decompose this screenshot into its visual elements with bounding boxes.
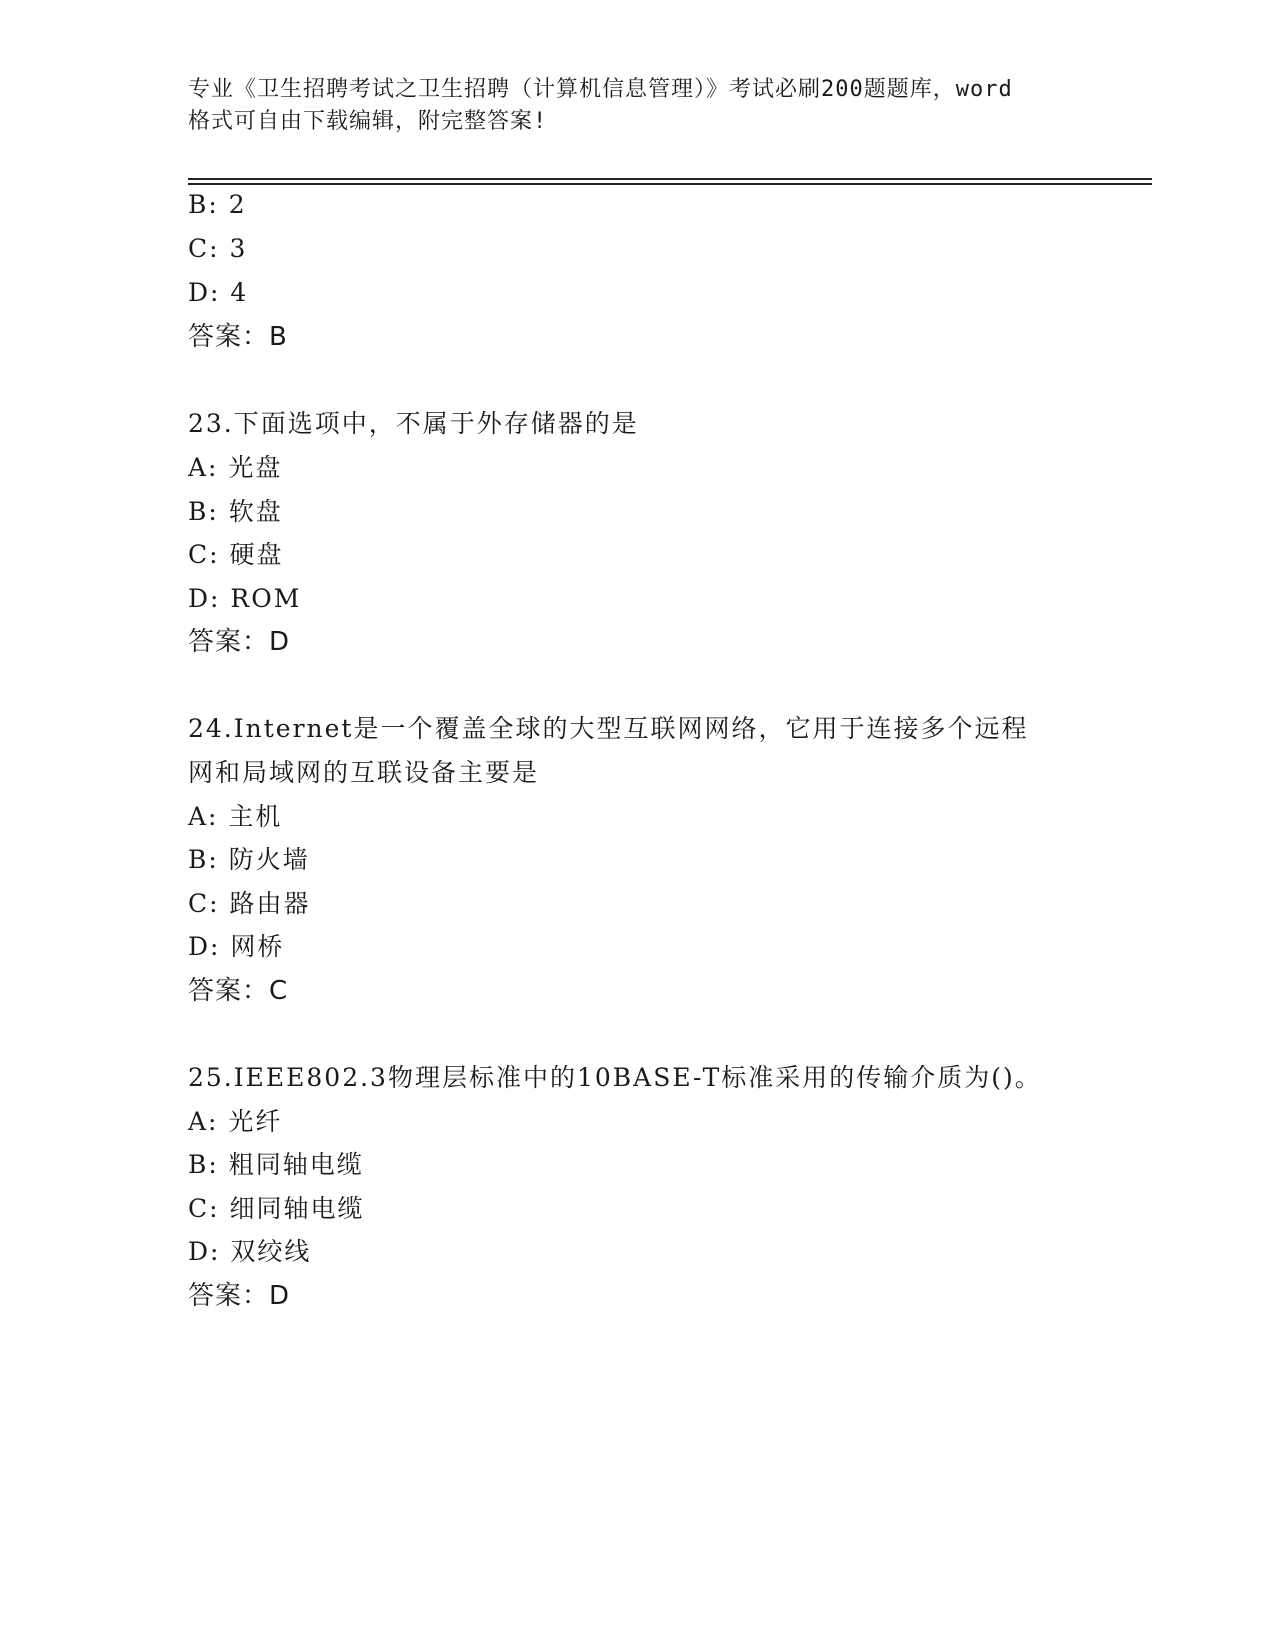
header-line-2: 格式可自由下载编辑，附完整答案! — [188, 109, 548, 134]
q25-option-a: A: 光纤 — [188, 1107, 283, 1136]
q24-option-b: B: 防火墙 — [188, 845, 310, 874]
q25-option-c: C: 细同轴电缆 — [188, 1194, 365, 1223]
q25-answer: 答案：D — [188, 1281, 291, 1311]
prev-answer: 答案：B — [188, 322, 288, 352]
q23-option-d: D: ROM — [188, 584, 302, 613]
q24-option-c: C: 路由器 — [188, 889, 311, 918]
header-divider-bottom — [188, 183, 1152, 185]
q25-question: 25.IEEE802.3物理层标准中的10BASE-T标准采用的传输介质为()。 — [188, 1063, 1042, 1092]
q23-option-a: A: 光盘 — [188, 453, 283, 482]
q24-question-line-1: 24.Internet是一个覆盖全球的大型互联网网络，它用于连接多个远程 — [188, 714, 1029, 743]
q24-question-line-2: 网和局域网的互联设备主要是 — [188, 758, 540, 787]
q25-option-d: D: 双绞线 — [188, 1237, 312, 1266]
q23-question: 23.下面选项中，不属于外存储器的是 — [188, 409, 639, 438]
q24-option-d: D: 网桥 — [188, 932, 285, 961]
q23-option-b: B: 软盘 — [188, 497, 283, 526]
q23-option-c: C: 硬盘 — [188, 540, 284, 569]
prev-option-b: B: 2 — [188, 190, 247, 219]
header-line-1: 专业《卫生招聘考试之卫生招聘（计算机信息管理）》考试必刷200题题库，word — [188, 77, 1013, 102]
document-header — [188, 74, 1088, 138]
q25-option-b: B: 粗同轴电缆 — [188, 1150, 364, 1179]
header-divider-top — [188, 178, 1152, 180]
q23-answer: 答案：D — [188, 627, 291, 657]
q24-option-a: A: 主机 — [188, 802, 283, 831]
q24-answer: 答案：C — [188, 976, 289, 1006]
prev-option-d: D: 4 — [188, 278, 249, 307]
prev-option-c: C: 3 — [188, 234, 248, 263]
